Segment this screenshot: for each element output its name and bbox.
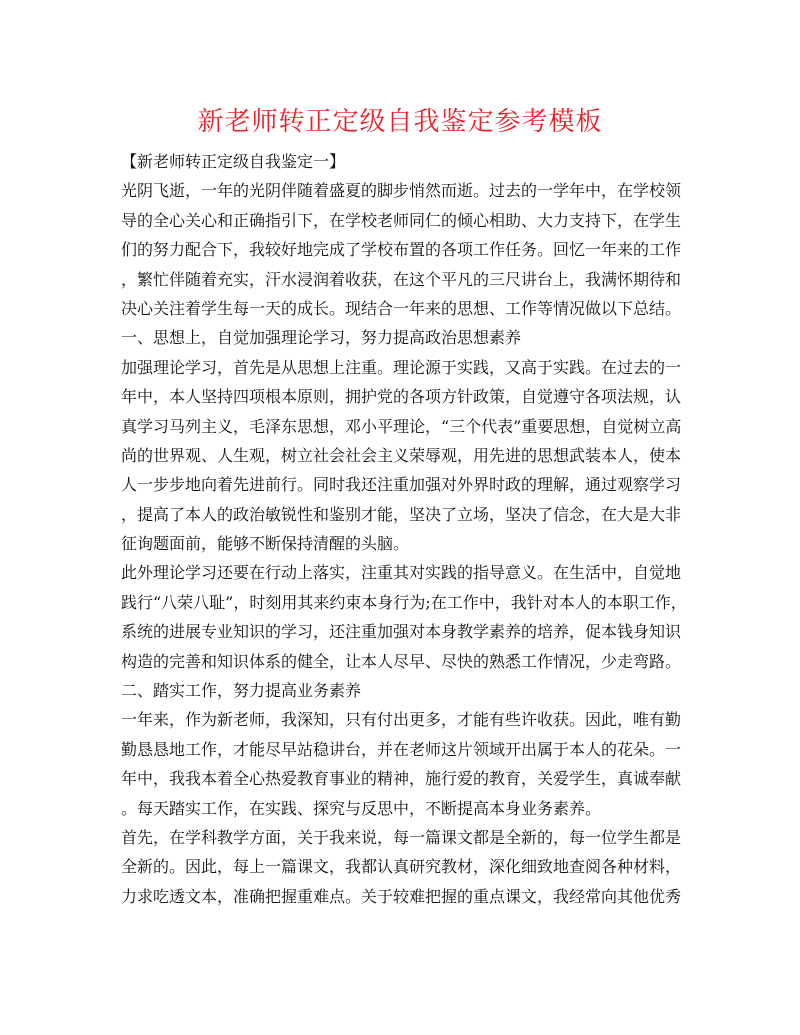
- paragraph-line: 加强理论学习，首先是从思想上注重。理论源于实践，又高于实践。在过去的一: [121, 357, 682, 377]
- paragraph-line: 全新的。因此，每上一篇课文，我都认真研究教材，深化细致地查阅各种材料，: [121, 857, 682, 877]
- paragraph-line: 年中，本人坚持四项根本原则，拥护党的各项方针政策，自觉遵守各项法规，认: [121, 387, 682, 407]
- paragraph-line: 真学习马列主义，毛泽东思想，邓小平理论，“三个代表”重要思想，自觉树立高: [121, 416, 682, 436]
- paragraph-line: 勤恳恳地工作，才能尽早站稳讲台，并在老师这片领域开出属于本人的花朵。一: [121, 739, 682, 759]
- page-title: 新老师转正定级自我鉴定参考模板: [197, 107, 603, 137]
- paragraph-line: 系统的进展专业知识的学习，还注重加强对本身教学素养的培养，促本钱身知识: [121, 622, 682, 642]
- section-heading: 【新老师转正定级自我鉴定一】: [121, 152, 346, 171]
- paragraph-line: 光阴飞逝，一年的光阴伴随着盛夏的脚步悄然而逝。过去的一学年中，在学校领: [121, 181, 682, 201]
- paragraph-line: 首先，在学科教学方面，关于我来说，每一篇课文都是全新的，每一位学生都是: [121, 827, 682, 847]
- paragraph-line: 力求吃透文本，准确把握重难点。关于较难把握的重点课文，我经常向其他优秀: [121, 886, 682, 906]
- paragraph-line: 决心关注着学生每一天的成长。现结合一年来的思想、工作等情况做以下总结。: [121, 298, 682, 318]
- paragraph-line: 。每天踏实工作，在实践、探究与反思中，不断提高本身业务素养。: [121, 798, 602, 818]
- paragraph-line: 此外理论学习还要在行动上落实，注重其对实践的指导意义。在生活中，自觉地: [121, 563, 682, 583]
- paragraph-line: 导的全心关心和正确指引下，在学校老师同仁的倾心相助、大力支持下，在学生: [121, 210, 682, 230]
- paragraph-line: 年中，我我本着全心热爱教育事业的精神，施行爱的教育，关爱学生，真诚奉献: [121, 769, 682, 789]
- paragraph-line: 尚的世界观、人生观，树立社会社会主义荣辱观，用先进的思想武装本人，使本: [121, 445, 682, 465]
- paragraph-line: 人一步步地向着先进前行。同时我还注重加强对外界时政的理解，通过观察学习: [121, 475, 682, 495]
- section-heading: 二、踏实工作，努力提高业务素养: [121, 681, 362, 701]
- section-heading: 一、思想上，自觉加强理论学习，努力提高政治思想素养: [121, 328, 522, 348]
- paragraph-line: 践行“八荣八耻”，时刻用其来约束本身行为;在工作中，我针对本人的本职工作，: [121, 592, 687, 612]
- document-body: [121, 147, 687, 911]
- paragraph-line: 构造的完善和知识体系的健全，让本人尽早、尽快的熟悉工作情况，少走弯路。: [121, 651, 682, 671]
- paragraph-line: ，提高了本人的政治敏锐性和鉴别才能，坚决了立场，坚决了信念，在大是大非: [121, 504, 682, 524]
- paragraph-line: ，繁忙伴随着充实，汗水浸润着收获，在这个平凡的三尺讲台上，我满怀期待和: [121, 269, 682, 289]
- paragraph-line: 们的努力配合下，我较好地完成了学校布置的各项工作任务。回忆一年来的工作: [121, 240, 682, 260]
- paragraph-line: 征询题面前，能够不断保持清醒的头脑。: [121, 534, 410, 554]
- paragraph-line: 一年来，作为新老师，我深知，只有付出更多，才能有些许收获。因此，唯有勤: [121, 710, 682, 730]
